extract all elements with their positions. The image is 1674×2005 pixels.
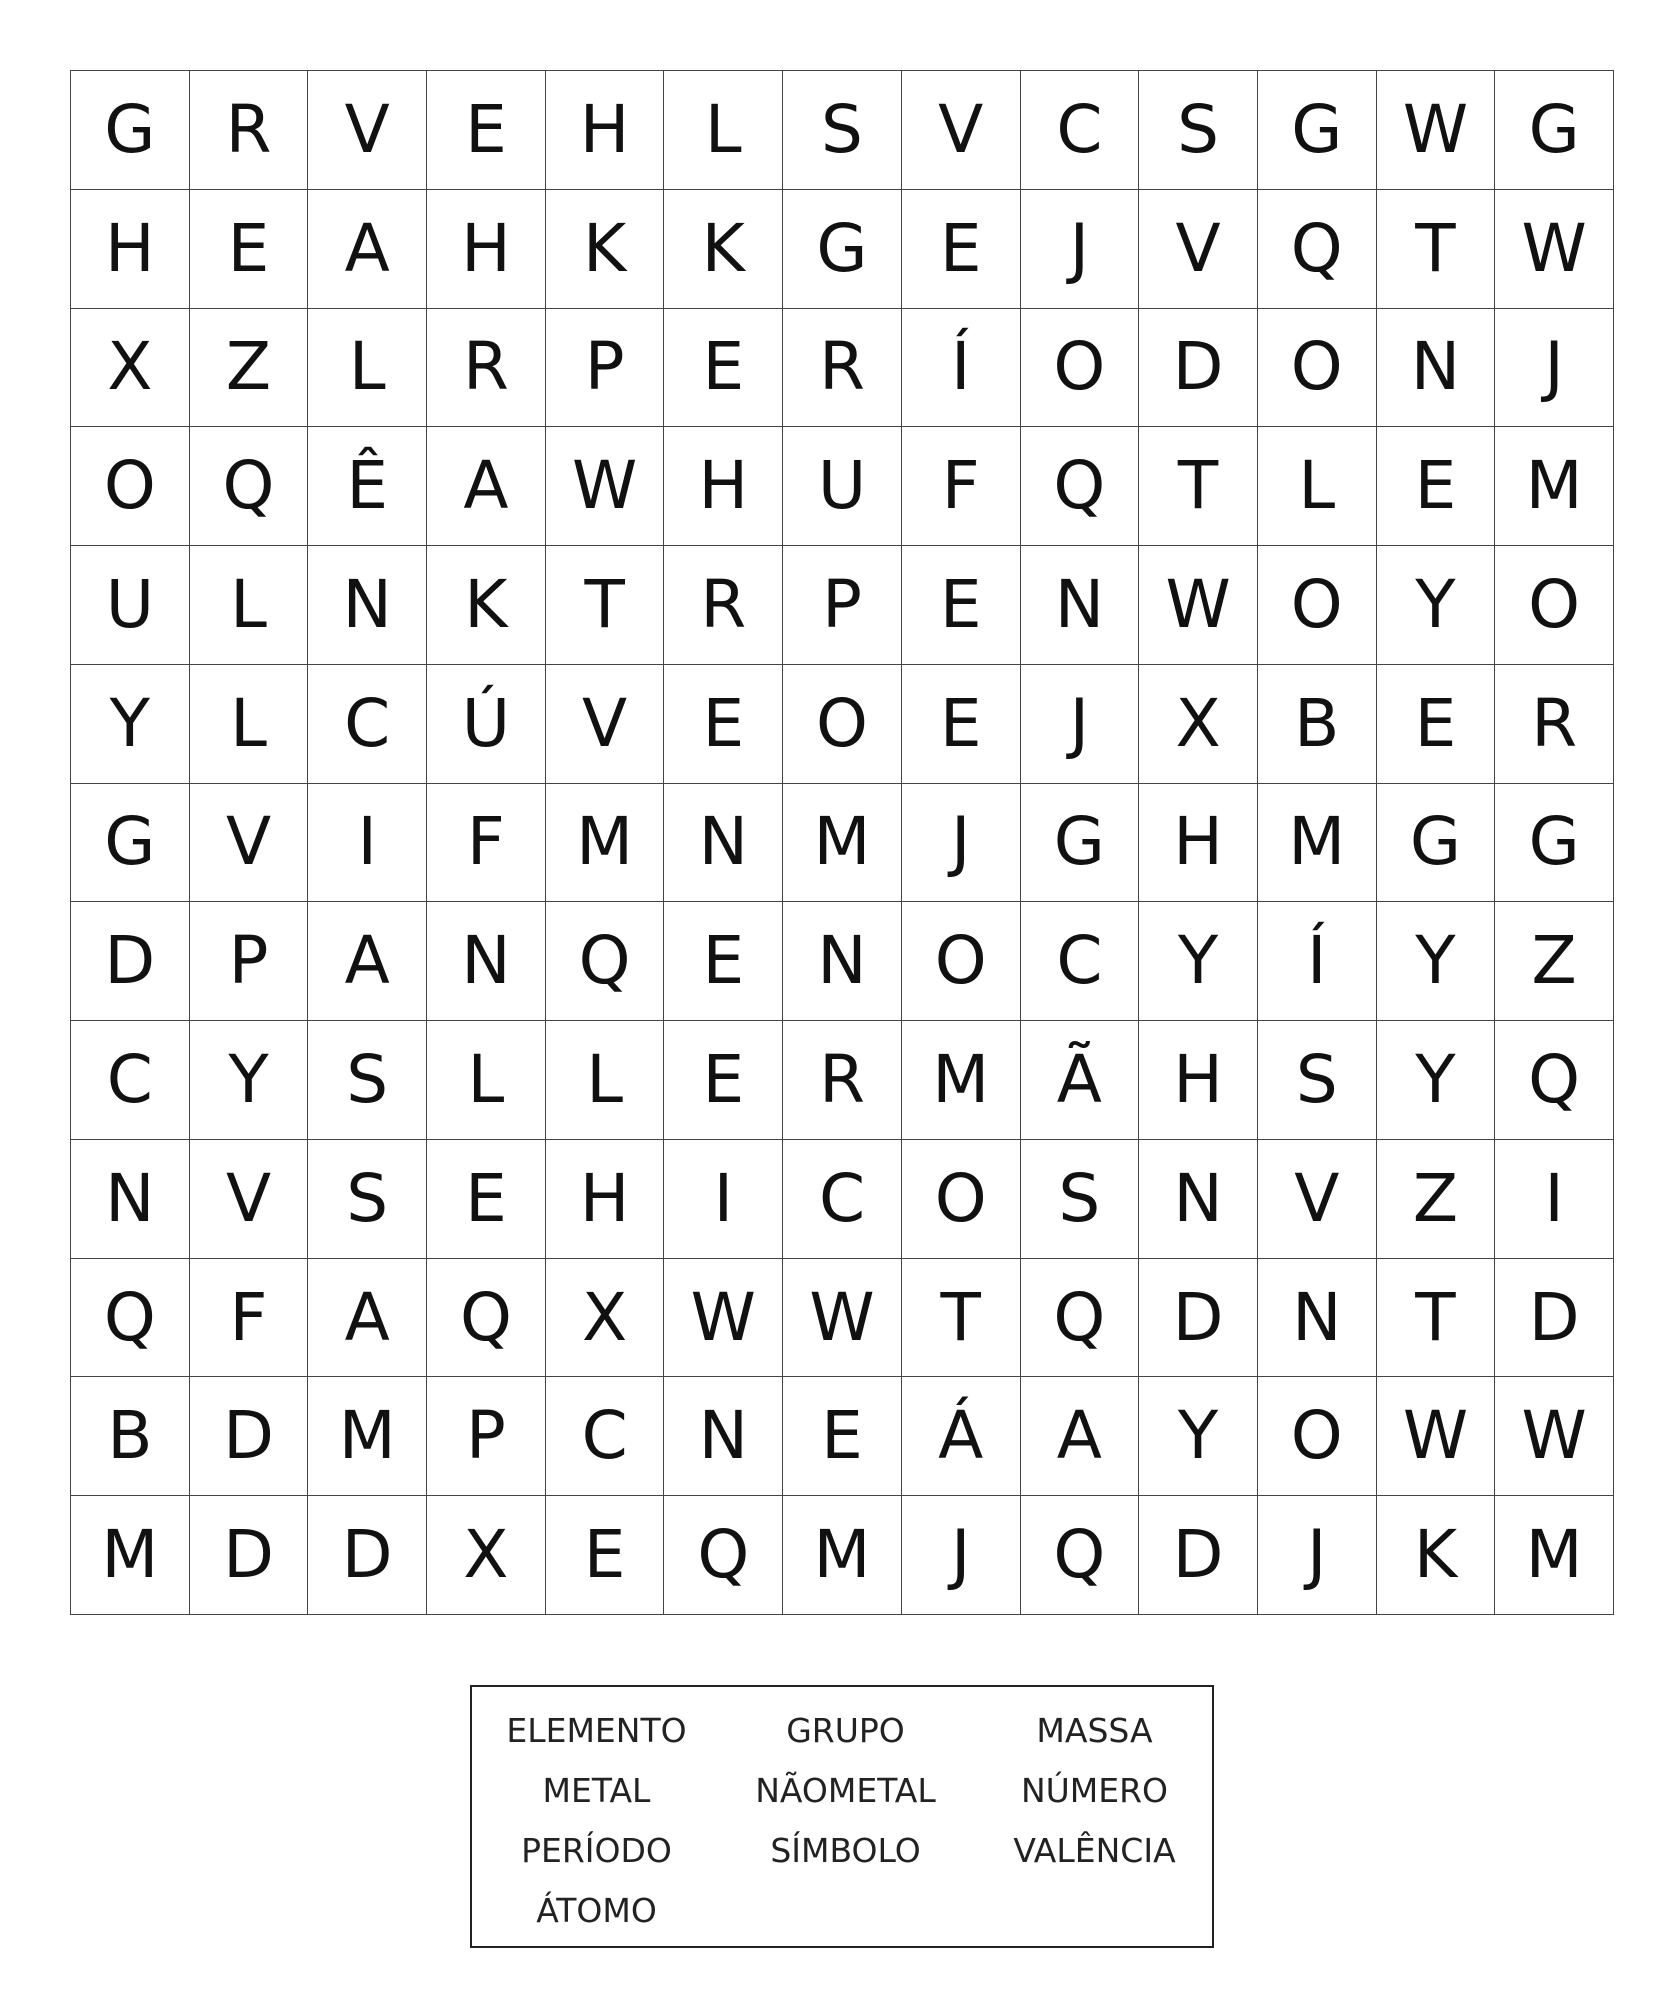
grid-cell[interactable]: N — [664, 784, 783, 903]
word-list-item: VALÊNCIA — [1013, 1831, 1176, 1870]
grid-cell[interactable]: F — [427, 784, 546, 903]
grid-cell[interactable]: L — [190, 665, 309, 784]
grid-cell[interactable]: A — [308, 902, 427, 1021]
grid-cell[interactable]: W — [1495, 1377, 1614, 1496]
grid-cell[interactable]: Ú — [427, 665, 546, 784]
grid-cell[interactable]: E — [1377, 665, 1496, 784]
grid-cell[interactable]: O — [1021, 309, 1140, 428]
grid-cell[interactable]: Q — [190, 427, 309, 546]
grid-cell[interactable]: S — [1258, 1021, 1377, 1140]
grid-cell[interactable]: K — [427, 546, 546, 665]
grid-cell[interactable]: K — [546, 190, 665, 309]
grid-cell[interactable]: E — [902, 665, 1021, 784]
grid-cell[interactable]: L — [190, 546, 309, 665]
grid-cell[interactable]: D — [190, 1496, 309, 1615]
grid-cell[interactable]: M — [71, 1496, 190, 1615]
grid-cell[interactable]: J — [1021, 665, 1140, 784]
grid-cell[interactable]: Q — [1021, 1259, 1140, 1378]
grid-cell[interactable]: Y — [1377, 1021, 1496, 1140]
grid-cell[interactable]: I — [308, 784, 427, 903]
grid-cell[interactable]: C — [1021, 71, 1140, 190]
grid-cell[interactable]: Z — [1377, 1140, 1496, 1259]
grid-cell[interactable]: E — [902, 190, 1021, 309]
grid-cell[interactable]: A — [1021, 1377, 1140, 1496]
grid-cell[interactable]: P — [546, 309, 665, 428]
grid-cell[interactable]: C — [546, 1377, 665, 1496]
grid-cell[interactable]: V — [902, 71, 1021, 190]
grid-cell[interactable]: E — [664, 665, 783, 784]
grid-cell[interactable]: Q — [71, 1259, 190, 1378]
grid-cell[interactable]: R — [1495, 665, 1614, 784]
grid-cell[interactable]: N — [664, 1377, 783, 1496]
grid-cell[interactable]: O — [783, 665, 902, 784]
grid-cell[interactable]: G — [71, 71, 190, 190]
grid-cell[interactable]: Q — [664, 1496, 783, 1615]
grid-cell[interactable]: M — [308, 1377, 427, 1496]
grid-cell[interactable]: O — [1495, 546, 1614, 665]
grid-cell[interactable]: K — [1377, 1496, 1496, 1615]
grid-cell[interactable]: N — [308, 546, 427, 665]
word-list-item: NÃOMETAL — [755, 1771, 936, 1810]
grid-cell[interactable]: D — [1495, 1259, 1614, 1378]
grid-cell[interactable]: G — [783, 190, 902, 309]
grid-cell[interactable]: H — [71, 190, 190, 309]
grid-cell[interactable]: H — [546, 1140, 665, 1259]
word-list-item: GRUPO — [786, 1711, 905, 1750]
grid-cell[interactable]: E — [664, 902, 783, 1021]
grid-cell[interactable]: N — [1258, 1259, 1377, 1378]
grid-cell[interactable]: H — [1139, 1021, 1258, 1140]
grid-cell[interactable]: J — [1495, 309, 1614, 428]
grid-cell[interactable]: M — [902, 1021, 1021, 1140]
grid-cell[interactable]: H — [546, 71, 665, 190]
grid-cell[interactable]: V — [546, 665, 665, 784]
grid-cell[interactable]: M — [1495, 1496, 1614, 1615]
grid-cell[interactable]: M — [1495, 427, 1614, 546]
grid-cell[interactable]: L — [546, 1021, 665, 1140]
grid-cell[interactable]: Y — [71, 665, 190, 784]
grid-cell[interactable]: W — [1377, 1377, 1496, 1496]
grid-cell[interactable]: W — [1495, 190, 1614, 309]
grid-cell[interactable]: D — [1139, 1259, 1258, 1378]
grid-cell[interactable]: J — [902, 1496, 1021, 1615]
grid-cell[interactable]: Ê — [308, 427, 427, 546]
grid-cell[interactable]: V — [308, 71, 427, 190]
grid-cell[interactable]: Í — [1258, 902, 1377, 1021]
grid-cell[interactable]: P — [783, 546, 902, 665]
grid-cell[interactable]: G — [1495, 71, 1614, 190]
grid-cell[interactable]: V — [190, 784, 309, 903]
grid-cell[interactable]: T — [546, 546, 665, 665]
grid-cell[interactable]: E — [783, 1377, 902, 1496]
grid-cell[interactable]: M — [1258, 784, 1377, 903]
grid-cell[interactable]: Q — [1495, 1021, 1614, 1140]
grid-cell[interactable]: W — [1377, 71, 1496, 190]
grid-cell[interactable]: D — [71, 902, 190, 1021]
word-list-item: MASSA — [1036, 1711, 1153, 1750]
grid-cell[interactable]: N — [1139, 1140, 1258, 1259]
grid-cell[interactable]: N — [1021, 546, 1140, 665]
grid-cell[interactable]: C — [1021, 902, 1140, 1021]
grid-cell[interactable]: U — [71, 546, 190, 665]
word-search-grid — [70, 70, 1614, 1615]
grid-cell[interactable]: D — [308, 1496, 427, 1615]
grid-cell[interactable]: C — [783, 1140, 902, 1259]
grid-cell[interactable]: V — [1139, 190, 1258, 309]
word-list-item: PERÍODO — [521, 1831, 672, 1870]
grid-cell[interactable]: E — [546, 1496, 665, 1615]
grid-cell[interactable]: J — [902, 784, 1021, 903]
grid-cell[interactable]: D — [1139, 1496, 1258, 1615]
grid-cell[interactable]: L — [664, 71, 783, 190]
grid-cell[interactable]: Q — [546, 902, 665, 1021]
grid-cell[interactable]: Y — [1377, 902, 1496, 1021]
grid-cell[interactable]: Y — [190, 1021, 309, 1140]
grid-cell[interactable]: B — [71, 1377, 190, 1496]
grid-cell[interactable]: X — [546, 1259, 665, 1378]
grid-cell[interactable]: T — [1139, 427, 1258, 546]
grid-cell[interactable]: Z — [1495, 902, 1614, 1021]
grid-cell[interactable]: S — [308, 1021, 427, 1140]
grid-cell[interactable]: E — [902, 546, 1021, 665]
grid-cell[interactable]: L — [427, 1021, 546, 1140]
grid-cell[interactable]: D — [1139, 309, 1258, 428]
grid-cell[interactable]: Á — [902, 1377, 1021, 1496]
grid-cell[interactable]: X — [1139, 665, 1258, 784]
grid-cell[interactable]: S — [1021, 1140, 1140, 1259]
grid-cell[interactable]: G — [1021, 784, 1140, 903]
grid-cell[interactable]: R — [783, 1021, 902, 1140]
grid-cell[interactable]: M — [546, 784, 665, 903]
grid-cell[interactable]: N — [71, 1140, 190, 1259]
grid-cell[interactable]: W — [783, 1259, 902, 1378]
grid-cell[interactable]: G — [1377, 784, 1496, 903]
grid-cell[interactable]: D — [190, 1377, 309, 1496]
grid-cell[interactable]: Í — [902, 309, 1021, 428]
word-list-item: SÍMBOLO — [770, 1831, 921, 1870]
grid-cell[interactable]: C — [71, 1021, 190, 1140]
grid-cell[interactable]: K — [664, 190, 783, 309]
grid-cell[interactable]: V — [190, 1140, 309, 1259]
grid-cell[interactable]: W — [664, 1259, 783, 1378]
grid-cell[interactable]: S — [1139, 71, 1258, 190]
grid-cell[interactable]: H — [664, 427, 783, 546]
grid-cell[interactable]: P — [190, 902, 309, 1021]
grid-cell[interactable]: B — [1258, 665, 1377, 784]
grid-cell[interactable]: A — [308, 190, 427, 309]
grid-cell[interactable]: V — [1258, 1140, 1377, 1259]
grid-cell[interactable]: I — [664, 1140, 783, 1259]
grid-cell[interactable]: R — [190, 71, 309, 190]
grid-cell[interactable]: J — [1021, 190, 1140, 309]
grid-cell[interactable]: H — [427, 190, 546, 309]
grid-cell[interactable]: Ã — [1021, 1021, 1140, 1140]
grid-cell[interactable]: T — [1377, 1259, 1496, 1378]
grid-cell[interactable]: J — [1258, 1496, 1377, 1615]
grid-cell[interactable]: E — [190, 190, 309, 309]
grid-cell[interactable]: U — [783, 427, 902, 546]
grid-cell[interactable]: R — [664, 546, 783, 665]
grid-cell[interactable]: E — [664, 1021, 783, 1140]
grid-cell[interactable]: L — [308, 309, 427, 428]
grid-cell[interactable]: O — [902, 902, 1021, 1021]
grid-cell[interactable]: Y — [1139, 902, 1258, 1021]
grid-cell[interactable]: E — [1377, 427, 1496, 546]
grid-cell[interactable]: F — [902, 427, 1021, 546]
grid-cell[interactable]: E — [664, 309, 783, 428]
grid-cell[interactable]: A — [427, 427, 546, 546]
grid-cell[interactable]: E — [427, 71, 546, 190]
word-list-item: METAL — [542, 1771, 651, 1810]
grid-cell[interactable]: O — [1258, 546, 1377, 665]
grid-cell[interactable]: E — [427, 1140, 546, 1259]
grid-cell[interactable]: M — [783, 1496, 902, 1615]
grid-cell[interactable]: O — [1258, 1377, 1377, 1496]
grid-cell[interactable]: X — [71, 309, 190, 428]
grid-cell[interactable]: Z — [190, 309, 309, 428]
grid-cell[interactable]: Y — [1377, 546, 1496, 665]
grid-cell[interactable]: N — [783, 902, 902, 1021]
grid-cell[interactable]: L — [1258, 427, 1377, 546]
grid-cell[interactable]: O — [71, 427, 190, 546]
grid-cell[interactable]: A — [308, 1259, 427, 1378]
grid-cell[interactable]: S — [308, 1140, 427, 1259]
grid-cell[interactable]: F — [190, 1259, 309, 1378]
grid-cell[interactable]: N — [427, 902, 546, 1021]
grid-cell[interactable]: R — [427, 309, 546, 428]
grid-cell[interactable]: I — [1495, 1140, 1614, 1259]
grid-cell[interactable]: X — [427, 1496, 546, 1615]
grid-cell[interactable]: G — [1258, 71, 1377, 190]
grid-cell[interactable]: Q — [1021, 427, 1140, 546]
grid-cell[interactable]: O — [902, 1140, 1021, 1259]
grid-cell[interactable]: T — [1377, 190, 1496, 309]
grid-cell[interactable]: W — [546, 427, 665, 546]
grid-cell[interactable]: G — [1495, 784, 1614, 903]
word-list — [470, 1685, 1214, 1948]
grid-cell[interactable]: M — [783, 784, 902, 903]
grid-cell[interactable]: R — [783, 309, 902, 428]
grid-cell[interactable]: Q — [427, 1259, 546, 1378]
grid-cell[interactable]: P — [427, 1377, 546, 1496]
word-list-item: ELEMENTO — [506, 1711, 687, 1750]
grid-cell[interactable]: O — [1258, 309, 1377, 428]
grid-cell[interactable]: H — [1139, 784, 1258, 903]
grid-cell[interactable]: Q — [1258, 190, 1377, 309]
grid-cell[interactable]: C — [308, 665, 427, 784]
word-list-item: ÁTOMO — [536, 1891, 657, 1930]
grid-cell[interactable]: Y — [1139, 1377, 1258, 1496]
grid-cell[interactable]: T — [902, 1259, 1021, 1378]
grid-cell[interactable]: G — [71, 784, 190, 903]
grid-cell[interactable]: W — [1139, 546, 1258, 665]
grid-cell[interactable]: N — [1377, 309, 1496, 428]
word-list-item: NÚMERO — [1020, 1771, 1169, 1810]
grid-cell[interactable]: Q — [1021, 1496, 1140, 1615]
grid-cell[interactable]: S — [783, 71, 902, 190]
